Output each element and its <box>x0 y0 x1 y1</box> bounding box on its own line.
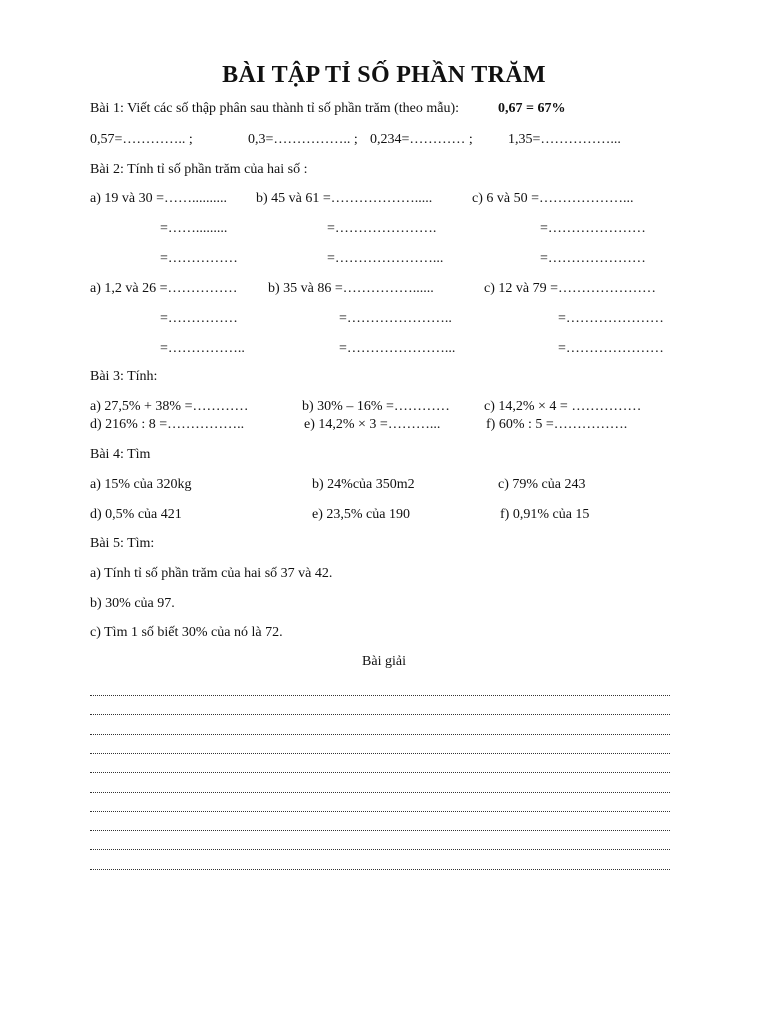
bai1-item: 0,234=………… ; <box>370 132 473 147</box>
answer-dotted-line[interactable] <box>90 811 670 812</box>
bai2-cont: =…………………. <box>327 221 437 236</box>
bai4-item: b) 24%của 350m2 <box>312 477 415 492</box>
bai2-cont: =………………… <box>558 311 664 326</box>
bai2-item: b) 35 và 86 =……………...... <box>268 281 434 296</box>
answer-dotted-line[interactable] <box>90 695 670 696</box>
bai3-item: a) 27,5% + 38% =………… <box>90 399 249 414</box>
answer-dotted-line[interactable] <box>90 849 670 850</box>
bai2-item: a) 19 và 30 =…….......... <box>90 191 227 206</box>
bai2-cont: =…………………... <box>339 341 456 356</box>
bai4-item: e) 23,5% của 190 <box>312 507 410 522</box>
bai4-heading: Bài 4: Tìm <box>90 447 151 462</box>
answer-dotted-line[interactable] <box>90 753 670 754</box>
answer-dotted-line[interactable] <box>90 792 670 793</box>
bai3-item: c) 14,2% × 4 = …………… <box>484 399 642 414</box>
bai5-item: a) Tính tỉ số phần trăm của hai số 37 và 42. <box>90 566 333 581</box>
bai3-heading: Bài 3: Tính: <box>90 369 158 384</box>
bai2-item: c) 12 và 79 =………………… <box>484 281 656 296</box>
bai5-heading: Bài 5: Tìm: <box>90 536 155 551</box>
bai2-cont: =…………….. <box>160 341 245 356</box>
bai1-item: 1,35=……………... <box>508 132 621 147</box>
bai3-item: b) 30% – 16% =………… <box>302 399 450 414</box>
bai3-item: d) 216% : 8 =…………….. <box>90 417 245 432</box>
answer-dotted-line[interactable] <box>90 714 670 715</box>
answer-dotted-line[interactable] <box>90 734 670 735</box>
bai2-heading: Bài 2: Tính tỉ số phần trăm của hai số : <box>90 162 308 177</box>
answer-dotted-line[interactable] <box>90 869 670 870</box>
bai2-cont: =………………… <box>558 341 664 356</box>
bai2-cont: =…………… <box>160 251 238 266</box>
bai4-item: a) 15% của 320kg <box>90 477 192 492</box>
bai1-item: 0,3=…………….. ; <box>248 132 358 147</box>
bai2-cont: =…………………... <box>327 251 444 266</box>
bai2-cont: =……......... <box>160 221 228 236</box>
bai4-item: c) 79% của 243 <box>498 477 586 492</box>
bai2-item: b) 45 và 61 =………………..... <box>256 191 433 206</box>
bai3-item: f) 60% : 5 =……………. <box>486 417 628 432</box>
bai1-example: 0,67 = 67% <box>498 101 566 116</box>
bai2-cont: =…………… <box>160 311 238 326</box>
page-title: BÀI TẬP TỈ SỐ PHẦN TRĂM <box>222 62 546 88</box>
solution-heading: Bài giải <box>362 654 406 669</box>
bai5-item: c) Tìm 1 số biết 30% của nó là 72. <box>90 625 283 640</box>
answer-dotted-line[interactable] <box>90 772 670 773</box>
bai2-cont: =………………… <box>540 251 646 266</box>
bai2-cont: =………………….. <box>339 311 452 326</box>
answer-dotted-line[interactable] <box>90 830 670 831</box>
bai1-heading: Bài 1: Viết các số thập phân sau thành tỉ số phần trăm (theo mẫu): <box>90 101 460 116</box>
bai2-cont: =………………… <box>540 221 646 236</box>
bai2-item: a) 1,2 và 26 =…………… <box>90 281 238 296</box>
bai1-item: 0,57=………….. ; <box>90 132 193 147</box>
bai2-item: c) 6 và 50 =………………... <box>472 191 634 206</box>
bai4-item: d) 0,5% của 421 <box>90 507 182 522</box>
bai5-item: b) 30% của 97. <box>90 596 175 611</box>
bai4-item: f) 0,91% của 15 <box>500 507 590 522</box>
bai3-item: e) 14,2% × 3 =………... <box>304 417 441 432</box>
